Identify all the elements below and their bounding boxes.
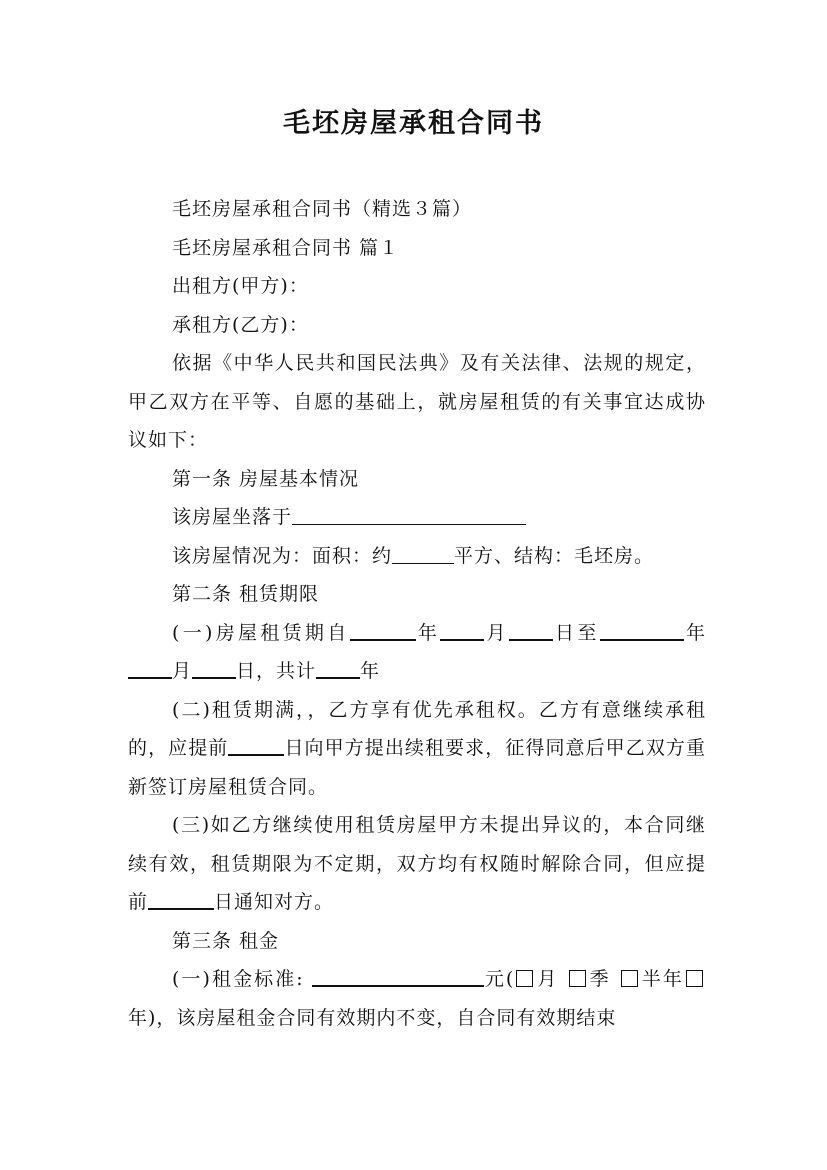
document-title: 毛坯房屋承租合同书	[283, 108, 544, 139]
paragraph-location	[128, 498, 706, 537]
end-day-blank	[192, 659, 236, 679]
term-label: (一)房屋租赁期自	[172, 621, 350, 644]
paragraph-preamble: 依据《中华人民共和国民法典》及有关法律、法规的规定，甲乙双方在平等、自愿的基础上，就房屋租赁的有关事宜达成协议如下：	[128, 352, 706, 451]
checkbox-monthly	[516, 970, 533, 987]
renewal-text-1: (二)租赁期满，，乙方享有优先承租权。乙方有意继续承租的，应提前	[128, 698, 706, 759]
paragraph-article-2-heading: 第二条 租赁期限	[172, 583, 320, 605]
paragraph-lessee: 承租方(乙方)：	[172, 313, 309, 336]
rent-label: (一)租金标准:	[172, 968, 304, 990]
location-blank	[292, 506, 526, 525]
continuation-text-1: (三)如乙方继续使用租赁房屋甲方未提出异议的，本合同继续有效，租赁期限为不定期，双方均有权随时解除合同，但应提前	[128, 814, 706, 913]
renewal-text-2: 日向甲方提出续租要求，征得同意后甲乙双方重新签订房屋租赁合同。	[128, 737, 706, 798]
term-year-3: 年	[360, 660, 381, 682]
term-month-2: 月	[172, 660, 193, 682]
term-day-to: 日至	[552, 621, 600, 644]
paragraph-subtitle: 毛坯房屋承租合同书（精选３篇）	[172, 198, 473, 220]
area-label: 该房屋情况为：面积：约	[172, 544, 393, 567]
start-day-blank	[509, 621, 553, 641]
paragraph-article-1-heading: 第一条 房屋基本情况	[172, 467, 360, 490]
term-year-1: 年	[415, 621, 441, 644]
option-season: 季	[588, 968, 611, 990]
paragraph-lessor: 出租方(甲方)：	[172, 275, 309, 297]
rent-amount-blank	[312, 967, 484, 987]
checkbox-yearly	[686, 970, 703, 987]
paragraph-continuation	[128, 806, 706, 922]
checkbox-quarterly	[569, 970, 586, 987]
paragraph-article-3-heading: 第三条 租金	[172, 929, 280, 952]
term-year-2: 年	[683, 621, 706, 644]
paragraph-rent-standard	[128, 960, 706, 1037]
paragraph-section-heading: 毛坯房屋承租合同书 篇１	[172, 236, 400, 259]
paragraph-lease-term	[128, 614, 706, 691]
paragraph-renewal	[128, 691, 706, 807]
rent-text: 年)，该房屋租金合同有效期内不变，自合同有效期结束	[128, 1006, 617, 1029]
total-years-blank	[316, 659, 360, 679]
end-year-blank	[600, 621, 684, 641]
end-month-blank	[128, 659, 172, 679]
area-blank	[392, 545, 454, 564]
option-month: 月	[536, 968, 559, 990]
checkbox-half-year	[621, 970, 638, 987]
renewal-days-blank	[228, 736, 284, 756]
notice-days-blank	[148, 890, 214, 910]
option-half-year: 半年	[640, 968, 684, 990]
rent-unit: 元(	[483, 968, 515, 990]
paragraph-area	[128, 537, 706, 576]
start-month-blank	[440, 621, 484, 641]
term-month-1: 月	[484, 621, 509, 644]
location-label: 该房屋坐落于	[172, 506, 293, 528]
document-body	[128, 190, 706, 1037]
area-suffix: 平方、结构：毛坯房。	[454, 544, 655, 567]
continuation-text-2: 日通知对方。	[214, 891, 335, 913]
term-total: 日，共计	[236, 660, 317, 682]
start-year-blank	[350, 621, 416, 641]
